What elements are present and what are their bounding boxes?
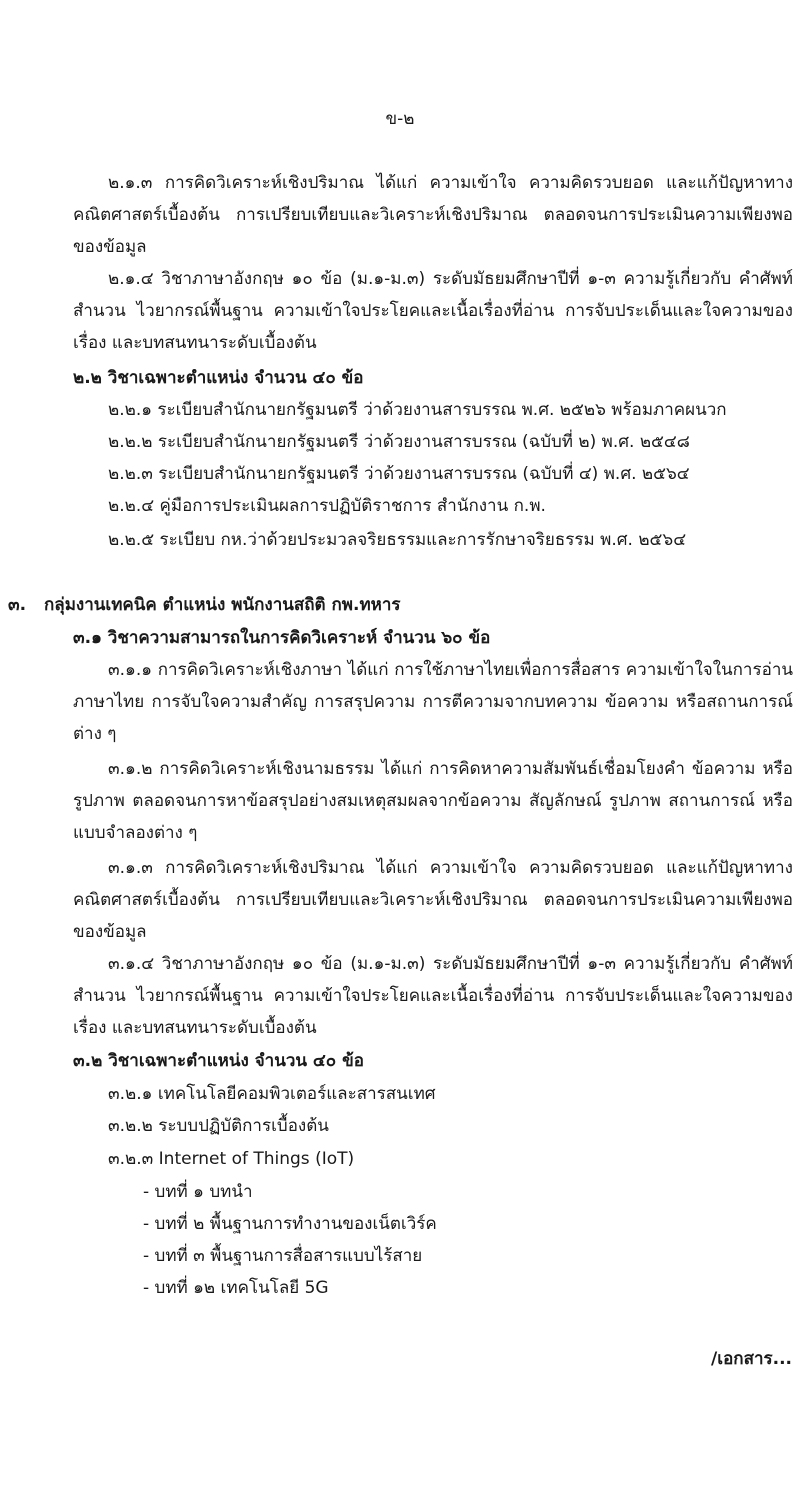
para-3-1-2-line-2: รูปภาพ ตลอดจนการหาข้อสรุปอย่างสมเหตุสมผลจากข้อความ สัญลักษณ์ รูปภาพ สถานการณ์ หรือ: [73, 791, 793, 811]
item-2-2-5: ๒.๒.๕ ระเบียบ กห.ว่าด้วยประมวลจริยธรรมและการรักษาจริยธรรม พ.ศ. ๒๕๖๔: [108, 530, 687, 550]
continuation-note: /เอกสาร...: [711, 1349, 792, 1369]
heading-2-2: ๒.๒ วิชาเฉพาะตำแหน่ง จำนวน ๔๐ ข้อ: [73, 368, 364, 388]
para-3-1-1-line-1: ๓.๑.๑ การคิดวิเคราะห์เชิงภาษา ได้แก่ การใช้ภาษาไทยเพื่อการสื่อสาร ความเข้าใจในการอ่าน: [108, 660, 793, 680]
para-3-1-1-line-2: ภาษาไทย การจับใจความสำคัญ การสรุปความ การตีความจากบทความ ข้อความ หรือสถานการณ์: [73, 692, 793, 712]
item-2-2-2: ๒.๒.๒ ระเบียบสำนักนายกรัฐมนตรี ว่าด้วยงานสารบรรณ (ฉบับที่ ๒) พ.ศ. ๒๕๔๘: [108, 432, 690, 452]
heading-3-1: ๓.๑ วิชาความสามารถในการคิดวิเคราะห์ จำนวน ๖๐ ข้อ: [73, 628, 491, 648]
item-2-2-1: ๒.๒.๑ ระเบียบสำนักนายกรัฐมนตรี ว่าด้วยงานสารบรรณ พ.ศ. ๒๕๒๖ พร้อมภาคผนวก: [108, 400, 727, 420]
item-3-2-3: ๓.๒.๓ Internet of Things (IoT): [108, 1149, 355, 1169]
chapter-1: - บทที่ ๑ บทนำ: [143, 1182, 253, 1202]
section-3-number: ๓.: [8, 595, 27, 615]
para-3-1-2-line-3: แบบจำลองต่าง ๆ: [73, 823, 198, 843]
item-3-2-1: ๓.๒.๑ เทคโนโลยีคอมพิวเตอร์และสารสนเทศ: [108, 1084, 436, 1104]
para-3-1-3-line-2: คณิตศาสตร์เบื้องต้น การเปรียบเทียบและวิเคราะห์เชิงปริมาณ ตลอดจนการประเมินความเพียงพอ: [73, 890, 793, 910]
chapter-2: - บทที่ ๒ พื้นฐานการทำงานของเน็ตเวิร์ค: [143, 1214, 437, 1234]
chapter-12: - บทที่ ๑๒ เทคโนโลยี 5G: [143, 1278, 329, 1298]
page-number: ข-๒: [385, 109, 415, 129]
para-3-1-2-line-1: ๓.๑.๒ การคิดวิเคราะห์เชิงนามธรรม ได้แก่ การคิดหาความสัมพันธ์เชื่อมโยงคำ ข้อความ หรือ: [108, 759, 793, 779]
section-3-heading: กลุ่มงานเทคนิค ตำแหน่ง พนักงานสถิติ กพ.ทหาร: [44, 595, 401, 615]
para-2-1-4-line-1: ๒.๑.๔ วิชาภาษาอังกฤษ ๑๐ ข้อ (ม.๑-ม.๓) ระดับมัธยมศึกษาปีที่ ๑-๓ ความรู้เกี่ยวกับ คำศัพท์: [108, 269, 793, 289]
para-3-1-4-line-1: ๓.๑.๔ วิชาภาษาอังกฤษ ๑๐ ข้อ (ม.๑-ม.๓) ระดับมัธยมศึกษาปีที่ ๑-๓ ความรู้เกี่ยวกับ คำศัพท์: [108, 954, 793, 974]
para-2-1-4-line-2: สำนวน ไวยากรณ์พื้นฐาน ความเข้าใจประโยคและเนื้อเรื่องที่อ่าน การจับประเด็นและใจความของ: [73, 301, 793, 321]
para-3-1-3-line-3: ของข้อมูล: [73, 922, 147, 942]
para-2-1-3-line-2: คณิตศาสตร์เบื้องต้น การเปรียบเทียบและวิเคราะห์เชิงปริมาณ ตลอดจนการประเมินความเพียงพอ: [73, 205, 793, 225]
para-3-1-3-line-1: ๓.๑.๓ การคิดวิเคราะห์เชิงปริมาณ ได้แก่ ความเข้าใจ ความคิดรวบยอด และแก้ปัญหาทาง: [108, 858, 793, 878]
chapter-3: - บทที่ ๓ พื้นฐานการสื่อสารแบบไร้สาย: [143, 1246, 423, 1266]
para-2-1-3-line-1: ๒.๑.๓ การคิดวิเคราะห์เชิงปริมาณ ได้แก่ ความเข้าใจ ความคิดรวบยอด และแก้ปัญหาทาง: [108, 173, 793, 193]
para-2-1-3-line-3: ของข้อมูล: [73, 237, 147, 257]
item-2-2-4: ๒.๒.๔ คู่มือการประเมินผลการปฏิบัติราชการ สำนักงาน ก.พ.: [108, 496, 546, 516]
para-3-1-4-line-2: สำนวน ไวยากรณ์พื้นฐาน ความเข้าใจประโยคและเนื้อเรื่องที่อ่าน การจับประเด็นและใจความของ: [73, 986, 793, 1006]
para-3-1-4-line-3: เรื่อง และบทสนทนาระดับเบื้องต้น: [73, 1018, 317, 1038]
heading-3-2: ๓.๒ วิชาเฉพาะตำแหน่ง จำนวน ๔๐ ข้อ: [73, 1051, 364, 1071]
para-3-1-1-line-3: ต่าง ๆ: [73, 724, 117, 744]
item-2-2-3: ๒.๒.๓ ระเบียบสำนักนายกรัฐมนตรี ว่าด้วยงานสารบรรณ (ฉบับที่ ๔) พ.ศ. ๒๕๖๔: [108, 464, 690, 484]
para-2-1-4-line-3: เรื่อง และบทสนทนาระดับเบื้องต้น: [73, 333, 317, 353]
item-3-2-2: ๓.๒.๒ ระบบปฏิบัติการเบื้องต้น: [108, 1116, 329, 1136]
